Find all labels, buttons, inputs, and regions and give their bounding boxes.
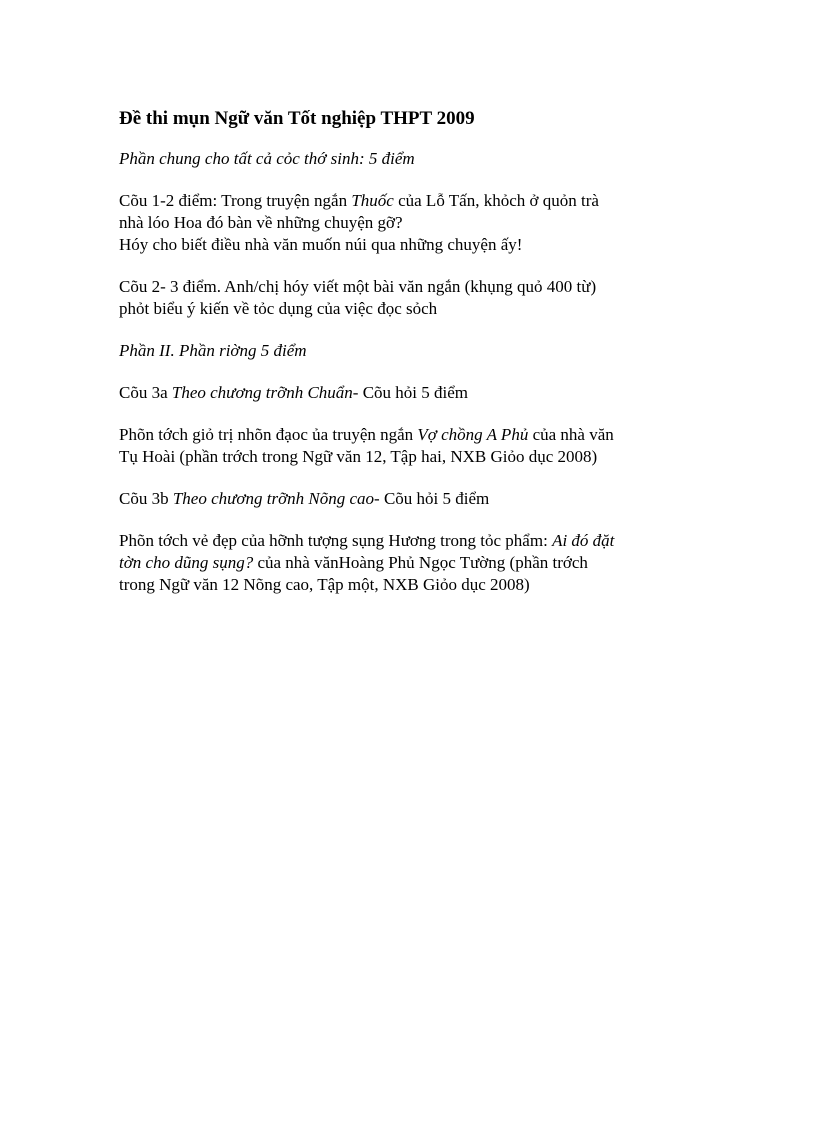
question-3a-tail: của nhà văn [528,425,614,444]
question-3b-tail: của nhà vănHoàng Phủ Ngọc Tường (phần trớch [253,553,588,572]
question-3a-line-1 [119,424,709,446]
question-2-line-2: phỏt biểu ý kiến về tỏc dụng của việc đọc sỏch [119,299,438,318]
question-2 [119,276,709,320]
question-3b-points: - Cõu hỏi 5 điểm [374,489,490,508]
question-1-line-1 [119,190,709,212]
question-3b [119,530,709,596]
question-3b-line-1 [119,530,709,552]
question-3b-work-title-part2: tờn cho dũng sụng? [119,553,254,572]
question-3b-line-3: trong Ngữ văn 12 Nõng cao, Tập một, NXB Giỏo dục 2008) [119,575,530,594]
question-3b-program: Theo chương trỡnh Nõng cao [172,489,375,508]
part2-heading: Phần II. Phần riờng 5 điểm [119,341,307,360]
question-3a-points: - Cõu hỏi 5 điểm [352,383,468,402]
document-title: Đề thi mụn Ngữ văn Tốt nghiệp THPT 2009 [119,108,475,129]
question-3b-work-title-part1: Ai đó đặt [552,531,615,550]
question-3b-lead: Phõn tớch vẻ đẹp của hỡnh tượng sụng Hương trong tỏc phẩm: [119,531,553,550]
question-3a-label: Cõu 3a [119,383,172,402]
question-1-tail: của Lỗ Tấn, khỏch ở quỏn trà [393,191,599,210]
question-3b-line-2 [119,552,709,574]
question-3a-program: Theo chương trỡnh Chuẩn [171,383,353,402]
question-3a-work-title: Vợ chồng A Phủ [417,425,529,444]
question-1-line-3: Hóy cho biết điều nhà văn muốn núi qua những chuyện ấy! [119,235,523,254]
question-3a-heading [119,382,709,404]
question-1-work-title: Thuốc [351,191,394,210]
question-2-line-1: Cõu 2- 3 điểm. Anh/chị hóy viết một bài văn ngắn (khụng quỏ 400 từ) [119,277,597,296]
question-1-line-2: nhà lóo Hoa đó bàn về những chuyện gỡ? [119,213,403,232]
question-3a-line-2: Tụ Hoài (phần trớch trong Ngữ văn 12, Tập hai, NXB Giỏo dục 2008) [119,447,598,466]
question-3b-heading [119,488,709,510]
question-1-lead: Cõu 1-2 điểm: Trong truyện ngắn [119,191,352,210]
question-3b-label: Cõu 3b [119,489,173,508]
question-1 [119,190,709,256]
question-3a-lead: Phõn tớch giỏ trị nhõn đạoc ủa truyện ngắn [119,425,418,444]
part1-heading: Phần chung cho tất cả cỏc thớ sinh: 5 điểm [119,149,415,168]
question-3a [119,424,709,468]
document-body [119,106,709,616]
